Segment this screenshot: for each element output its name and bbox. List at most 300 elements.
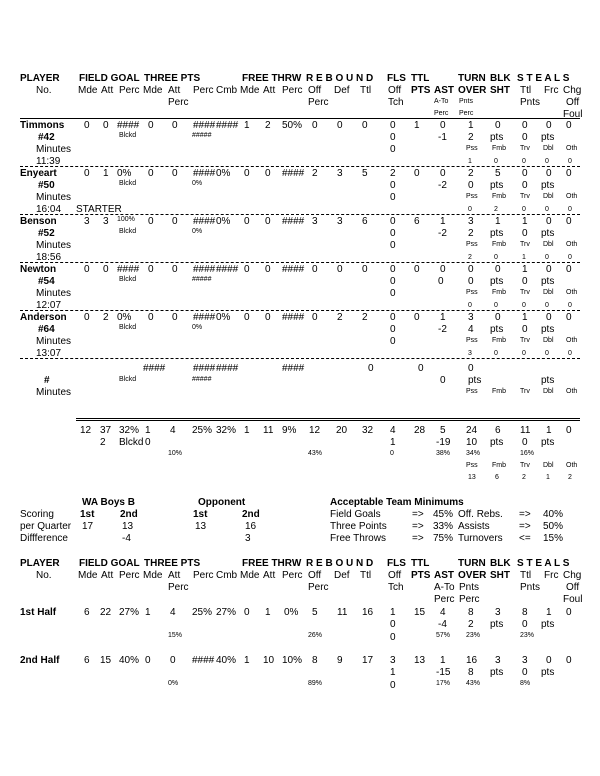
column-subheader: Def [334,570,350,581]
mini-label: Fmb [492,337,506,344]
three-perc: ##### [192,276,212,283]
total-cell: 20 [336,425,348,436]
stat-cell: 0 [148,216,154,227]
minimum-pct: 75% [433,533,454,544]
stat-cell: 0 [148,120,154,131]
mini-label: Oth [566,241,578,248]
column-header: THREE PTS [144,558,201,569]
stat-cell: 0 [244,168,250,179]
minimum-pct: 40% [543,509,564,520]
mini-label: Trv [520,145,530,152]
stat-cell: 0 [265,216,271,227]
stat-cell: 0 [244,216,250,227]
stat-cell: 0 [546,264,552,275]
half-cell: 26% [308,632,323,639]
total-cell: 24 [466,425,478,436]
totals-divider [76,420,580,421]
stat-cell: 2 [390,168,396,179]
mini-label: Fmb [492,388,506,395]
stat-cell: 0 [337,264,343,275]
column-header: SHT [490,570,510,581]
mini-stat: 1 [522,254,526,261]
total-cell: 11 [263,425,274,436]
half-cell: 9 [337,655,343,666]
total-cell: 4 [390,425,396,436]
mini-stat: 0 [545,158,549,165]
stat-cell: #### [193,312,216,323]
stat-cell: 3 [312,216,318,227]
opponent-header: Opponent [198,497,246,508]
column-header: TURN [458,73,486,84]
stat-cell: 3 [337,168,343,179]
player-name: Anderson [20,312,67,323]
column-subheader: Perc [168,97,189,108]
stat-cell: 0 [103,264,109,275]
mini-label: Fmb [492,193,506,200]
mini-label: Oth [566,388,578,395]
half-cell: 15 [414,607,426,618]
stat-cell: 2 [468,132,474,143]
mini-label: Fmb [492,289,506,296]
stat-cell: 0 [312,120,318,131]
stat-cell: 3 [84,216,90,227]
mini-stat: 0 [568,350,572,357]
stat-cell: 0 [390,120,396,131]
mini-label: Oth [566,145,578,152]
half-cell: 57% [436,632,451,639]
half-cell: 6 [84,607,90,618]
minimum-arrow: => [519,521,531,532]
minimum-pct: 45% [433,509,454,520]
column-header: R E B O U N D [306,558,374,569]
mini-label: Oth [566,462,578,469]
mini-stat: 0 [494,302,498,309]
column-subheader: Perc [308,97,329,108]
total-cell: 43% [308,450,323,457]
mini-stat: 0 [522,158,526,165]
minutes-label: Minutes [36,240,72,251]
quarter-val: 16 [245,521,257,532]
stat-cell: 0 [522,180,528,191]
stat-cell: 0 [390,192,396,203]
half-cell: 8 [522,607,528,618]
mini-stat: 0 [568,254,572,261]
quarter-col: 2nd [120,509,138,520]
column-subheader: Att [263,570,276,581]
player-number: #52 [38,228,55,239]
stat-cell: 0 [172,216,178,227]
column-header: S T E A L S [517,558,570,569]
column-header: SHT [490,85,510,96]
total-cell: 0 [390,450,394,457]
three-perc: 0% [192,180,203,187]
mini-stat: 0 [568,302,572,309]
row-divider [20,310,580,311]
stat-cell: 0 [468,363,474,374]
stat-cell: #### [117,120,140,131]
mini-label: Fmb [492,462,506,469]
stat-cell: 0 [390,288,396,299]
stat-cell: -2 [438,228,447,239]
stat-cell: 0 [390,180,396,191]
player-number: #50 [38,180,55,191]
column-subheader: Foul [563,109,583,120]
total-cell: 16% [520,450,535,457]
blocked-flag: Blckd [119,376,137,383]
stat-cell: 0 [390,336,396,347]
half-cell: 10 [263,655,275,666]
stat-cell: 0 [244,312,250,323]
column-subheader: No. [36,570,52,581]
column-header: FIELD GOAL [79,73,140,84]
half-cell: 0% [284,607,299,618]
half-cell: 27% [216,607,237,618]
minimum-label: Field Goals [330,509,381,520]
half-cell: 4 [440,607,446,618]
stat-cell: 0 [495,120,501,131]
stat-cell: 0 [440,264,446,275]
stat-cell: 0 [148,312,154,323]
column-subheader: Frc [544,85,559,96]
stat-cell: 3 [468,312,474,323]
mini-label: Dbl [543,145,554,152]
stat-cell: 0 [84,312,90,323]
mini-stat: 0 [522,350,526,357]
total-cell: 32 [362,425,374,436]
column-header: TTL [411,73,430,84]
mini-label: Dbl [543,337,554,344]
stat-cell: #### [216,363,239,374]
quarter-val: 13 [122,521,134,532]
stat-cell: 0 [390,132,396,143]
total-cell: Blckd [119,437,144,448]
mini-label: Oth [566,193,578,200]
column-subheader: A-To [434,98,449,105]
half-cell: 1 [244,655,250,666]
half-cell: -4 [438,619,447,630]
quarter-val: 17 [82,521,94,532]
stat-cell: -2 [438,180,447,191]
minimum-pct: 50% [543,521,564,532]
stat-cell: -1 [438,132,447,143]
stat-cell: pts [490,132,504,143]
column-header: FLS [387,73,406,84]
column-subheader: Mde [240,85,260,96]
stat-cell: #### [143,363,166,374]
stat-cell: 0 [390,276,396,287]
half-cell: pts [541,619,555,630]
mini-stat: 0 [522,206,526,213]
column-header: THREE PTS [144,73,201,84]
stat-cell: 0 [390,144,396,155]
half-cell: 0 [546,655,552,666]
stat-cell: 0 [265,264,271,275]
stat-cell: 0 [337,120,343,131]
mini-label: Pss [466,462,478,469]
half-cell: 0 [522,667,528,678]
half-cell: 89% [308,680,323,687]
minimum-arrow: => [412,533,424,544]
stat-cell: 1 [440,216,446,227]
stat-cell: 0% [216,216,231,227]
mini-label: Pss [466,241,478,248]
column-subheader: Perc [459,594,480,605]
minimum-arrow: => [412,521,424,532]
half-cell: pts [541,667,555,678]
player-minutes: 18:56 [36,252,62,263]
blocked-flag: Blckd [119,276,137,283]
stat-cell: 0 [522,228,528,239]
half-cell: 10% [282,655,303,666]
column-subheader: Pnts [459,582,480,593]
stat-cell: 0 [522,324,528,335]
stat-cell: 0 [390,264,396,275]
stat-cell: #### [282,168,305,179]
minimum-pct: 15% [543,533,564,544]
column-subheader: Mde [143,85,163,96]
stat-cell: 0 [148,264,154,275]
column-header: AST [434,570,454,581]
mini-stat: 0 [568,206,572,213]
blocked-flag: Blckd [119,228,137,235]
minimum-label: Turnovers [458,533,503,544]
half-cell: 23% [520,632,535,639]
mini-label: Dbl [543,193,554,200]
total-cell: 10 [466,437,478,448]
stat-cell: #### [193,264,216,275]
quarter-diff: -4 [122,533,131,544]
column-subheader: Off [308,85,322,96]
stat-cell: 0 [84,264,90,275]
total-cell: pts [490,437,504,448]
total-cell: 6 [495,425,501,436]
half-cell: 0 [390,680,396,691]
column-subheader: Foul [563,594,583,605]
half-cell: 2 [468,619,474,630]
stat-cell: 0 [418,363,424,374]
stat-cell: 0 [468,264,474,275]
mini-stat: 1 [468,158,472,165]
minutes-label: Minutes [36,144,72,155]
column-subheader: Ttl [520,85,532,96]
stat-cell: #### [193,120,216,131]
stat-cell: 2 [103,312,109,323]
stat-cell: 1 [522,216,528,227]
total-cell: 32% [119,425,140,436]
mini-label: Pss [466,337,478,344]
quarter-diff: 3 [245,533,251,544]
player-number: # [44,375,50,386]
half-cell: pts [490,619,504,630]
stat-cell: 0 [414,264,420,275]
column-header: PLAYER [20,558,60,569]
total-cell: 2 [100,437,106,448]
column-subheader: Att [263,85,276,96]
half-cell: 1 [440,655,446,666]
three-perc: ##### [192,376,212,383]
three-perc: 0% [192,324,203,331]
mini-label: Pss [466,193,478,200]
mini-label: Trv [520,193,530,200]
stat-cell: #### [282,264,305,275]
half-cell: 43% [466,680,481,687]
column-subheader: Def [334,85,350,96]
half-cell: 3 [522,655,528,666]
minimum-label: Three Points [330,521,387,532]
half-cell: 17% [436,680,451,687]
total-cell: 0 [566,425,572,436]
half-cell: 3 [495,607,501,618]
stat-cell: -2 [438,324,447,335]
half-cell: 3 [390,655,396,666]
mini-label: Oth [566,337,578,344]
minimums-title: Acceptable Team Minimums [330,497,464,508]
column-subheader: Perc [308,582,329,593]
mini-label: Pss [466,289,478,296]
player-number: #54 [38,276,55,287]
minutes-label: Minutes [36,192,72,203]
column-subheader: Off [566,97,580,108]
half-cell: 8 [468,667,474,678]
column-subheader: Mde [78,570,98,581]
mini-stat: 0 [545,254,549,261]
column-subheader: Perc [459,110,474,117]
half-cell: 11 [337,607,348,618]
mini-label: Trv [520,337,530,344]
half-cell: 13 [414,655,426,666]
scoring-label: per Quarter [20,521,72,532]
stat-cell: 0 [362,264,368,275]
column-subheader: Ttl [360,570,372,581]
column-header: BLK [490,558,511,569]
mini-stat: 0 [494,158,498,165]
stat-cell: 0 [566,168,572,179]
half-cell: 16 [466,655,478,666]
three-perc: 0% [192,228,203,235]
stat-cell: 0 [172,312,178,323]
total-cell: pts [541,437,555,448]
total-cell: 1 [244,425,250,436]
row-divider [20,166,580,167]
mini-label: Trv [520,241,530,248]
half-cell: 0 [145,655,151,666]
mini-stat: 0 [545,206,549,213]
column-subheader: Mde [240,570,260,581]
column-subheader: Mde [78,85,98,96]
half-cell: pts [490,667,504,678]
total-cell: -19 [436,437,451,448]
mini-label: Oth [566,289,578,296]
stat-cell: #### [282,312,305,323]
stat-cell: 2 [468,228,474,239]
mini-stat: 1 [546,474,550,481]
column-subheader: A-To [434,582,455,593]
blocked-flag: Blckd [119,132,137,139]
stat-cell: #### [216,264,239,275]
stat-cell: pts [541,324,555,335]
half-cell: 0 [566,607,572,618]
column-header: PTS [411,85,431,96]
half-cell: 3 [495,655,501,666]
header-divider [20,118,580,119]
stat-cell: 0 [522,168,528,179]
scoring-label: Diffference [20,533,68,544]
stat-cell: #### [193,363,216,374]
total-cell: 1 [145,425,151,436]
stat-cell: #### [282,363,305,374]
stat-cell: 0 [495,312,501,323]
stat-cell: 1 [244,120,250,131]
stat-cell: pts [541,375,555,386]
minimum-arrow: => [412,509,424,520]
column-header: TTL [411,558,430,569]
column-subheader: Off [566,582,580,593]
column-subheader: Perc [119,570,140,581]
total-cell: 0 [522,437,528,448]
totals-divider [76,418,580,419]
total-cell: 4 [170,425,176,436]
stat-cell: 0 [172,264,178,275]
stat-cell: 0 [390,240,396,251]
stat-cell: 4 [468,324,474,335]
half-cell: 4 [170,607,176,618]
stat-cell: 0 [495,264,501,275]
mini-stat: 2 [568,474,572,481]
column-header: AST [434,85,454,96]
stat-cell: 0 [84,120,90,131]
stat-cell: 2 [337,312,343,323]
mini-stat: 3 [468,350,472,357]
stat-cell: 0 [468,276,474,287]
stat-cell: 0 [522,132,528,143]
half-cell: 8 [468,607,474,618]
stat-cell: 0% [216,168,231,179]
row-divider [20,262,580,263]
mini-stat: 13 [468,474,476,481]
total-cell: 12 [80,425,92,436]
stat-cell: pts [490,276,504,287]
stat-cell: 0 [440,168,446,179]
mini-stat: 0 [468,302,472,309]
column-header: PTS [411,570,431,581]
minutes-label: Minutes [36,387,72,398]
mini-label: Pss [466,145,478,152]
stat-cell: 0 [390,312,396,323]
stat-cell: 0 [265,168,271,179]
column-subheader: Perc [119,85,140,96]
stat-cell: 3 [103,216,109,227]
stat-cell: 1 [522,312,528,323]
half-cell: 0 [170,655,176,666]
half-cell: 0 [390,632,396,643]
stat-cell: 0 [244,264,250,275]
stat-cell: 50% [282,120,303,131]
stat-cell: 2 [312,168,318,179]
half-cell: 22 [100,607,112,618]
minimum-label: Off. Rebs. [458,509,503,520]
stat-cell: 0 [390,216,396,227]
mini-label: Trv [520,388,530,395]
column-subheader: Att [168,85,181,96]
column-subheader: Perc [193,570,214,581]
stat-cell: 2 [362,312,368,323]
half-cell: 0 [390,619,396,630]
stat-cell: #### [117,264,140,275]
column-header: S T E A L S [517,73,570,84]
mini-label: Dbl [543,241,554,248]
row-divider [20,214,580,215]
player-name: Enyeart [20,168,57,179]
